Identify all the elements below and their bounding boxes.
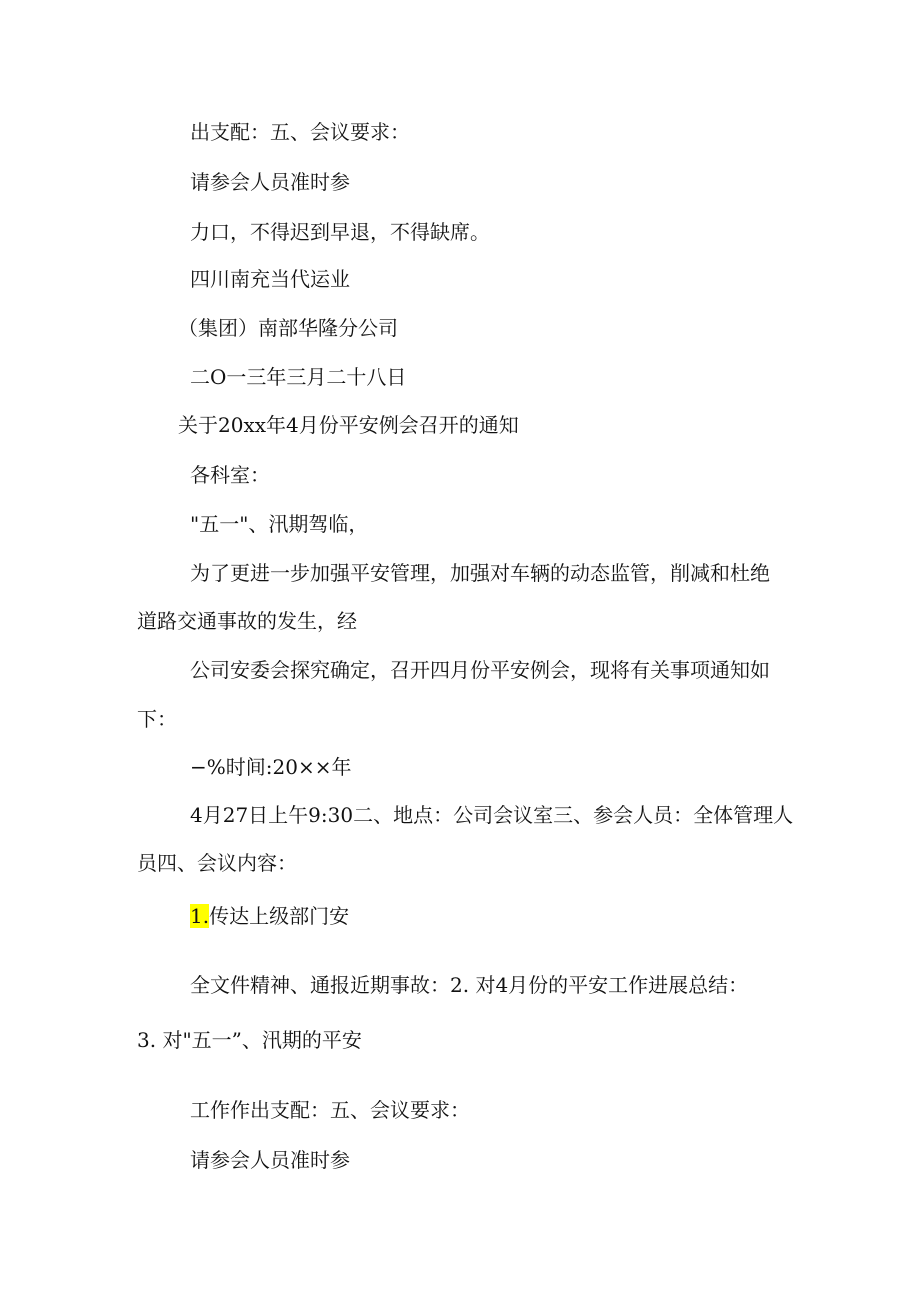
text-line: 力口，不得迟到早退，不得缺席。 bbox=[190, 220, 490, 244]
text-line: （集团）南部华隆分公司 bbox=[178, 316, 398, 340]
highlighted-number: 1. bbox=[190, 904, 210, 928]
text-line: 全文件精神、通报近期事故：2. 对4月份的平安工作进展总结： bbox=[190, 973, 749, 997]
text-line: −%时间:20××年 bbox=[190, 755, 352, 779]
text-line: 为了更进一步加强平安管理，加强对车辆的动态监管，削减和杜绝 bbox=[190, 561, 770, 585]
text-line: 3. 对"五一”、汛期的平安 bbox=[137, 1028, 362, 1052]
notice-title: 关于20xx年4月份平安例会召开的通知 bbox=[178, 413, 519, 437]
text-line: 公司安委会探究确定，召开四月份平安例会，现将有关事项通知如 bbox=[190, 658, 770, 682]
list-item-text: 传达上级部门安 bbox=[209, 904, 350, 928]
date-line: 二O一三年三月二十八日 bbox=[190, 365, 407, 389]
text-line: "五一"、汛期驾临， bbox=[190, 512, 369, 536]
salutation: 各科室： bbox=[190, 463, 270, 487]
text-line: 四川南充当代运业 bbox=[190, 267, 350, 291]
text-line: 出支配：五、会议要求： bbox=[190, 120, 410, 144]
text-line: 请参会人员准时参 bbox=[190, 1148, 350, 1172]
text-line: 下： bbox=[137, 707, 177, 731]
text-line: 员四、会议内容： bbox=[137, 851, 297, 875]
list-item-1 bbox=[190, 902, 349, 930]
text-line: 道路交通事故的发生，经 bbox=[137, 609, 357, 633]
text-line: 4月27日上午9:30二、地点：公司会议室三、参会人员：全体管理人 bbox=[190, 803, 794, 827]
text-line: 工作作出支配：五、会议要求： bbox=[190, 1098, 470, 1122]
text-line: 请参会人员准时参 bbox=[190, 170, 350, 194]
